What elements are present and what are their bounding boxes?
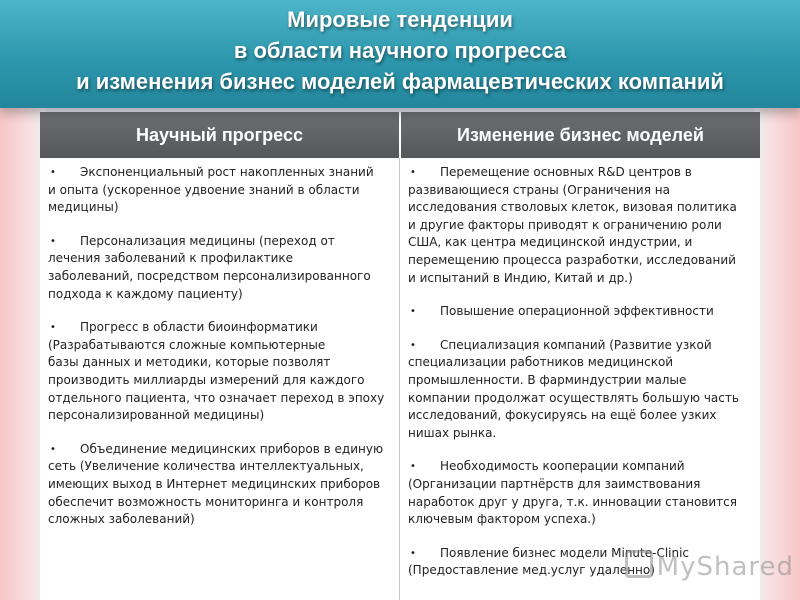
list-item — [48, 233, 388, 303]
business-models-list — [408, 164, 753, 596]
bullet-icon: • — [410, 461, 416, 473]
bullet-icon: • — [410, 547, 416, 559]
bullet-icon: • — [410, 339, 416, 351]
list-item-line: и испытаний в Индию, Китай и др.) — [408, 270, 633, 285]
list-item-line: базы данных и методики, которые позволят — [48, 355, 331, 370]
list-item-line: ключевым фактором успеха.) — [408, 512, 596, 527]
list-item-lead: Необходимость кооперации компаний — [440, 459, 685, 474]
column-divider — [399, 158, 400, 600]
list-item — [408, 164, 753, 287]
bullet-icon: • — [50, 167, 56, 178]
list-item-line: развивающиеся страны (Ограничения на — [408, 182, 670, 197]
list-item-line: сложных заболеваний) — [48, 512, 195, 527]
list-item-line: исследования стволовых клеток, визовая политика — [408, 200, 737, 215]
list-item-line: нишах рынка. — [408, 425, 497, 440]
list-item-lead: Персонализация медицины (переход от — [80, 233, 335, 248]
list-item-line: производить миллиарды измерений для каждого — [48, 372, 365, 387]
list-item-line: (Предоставление мед.услуг удаленно) — [408, 563, 655, 578]
list-item — [408, 337, 753, 443]
watermark-text: MyShared — [656, 552, 794, 582]
list-item-lead: Повышение операционной эффективности — [440, 304, 714, 319]
list-item-line: и опыта (ускоренное удвоение знаний в области — [48, 182, 360, 197]
list-item-lead: Экспоненциальный рост накопленных знаний — [80, 165, 374, 179]
list-item-lead: Специализация компаний (Развитие узкой — [440, 337, 712, 352]
slide-title-line-2: в области научного прогресса — [233, 38, 567, 63]
list-item-line: перемещению процесса разработки, исследований — [408, 252, 736, 267]
list-item-line: наработок друг у друга, т.к. инновации становится — [408, 494, 737, 509]
bullet-icon: • — [50, 322, 56, 334]
list-item — [48, 319, 388, 425]
list-item-lead: Прогресс в области биоинформатики — [80, 320, 318, 335]
list-item-line: компании продолжат осуществлять большую часть — [408, 390, 739, 405]
list-item-line: обеспечит возможность мониторинга и контроля — [48, 494, 364, 509]
list-item-line: имеющих выход в Интернет медицинских приборов — [48, 476, 381, 491]
list-item-line: отдельного пациента, что означает переход в эпоху — [48, 390, 385, 405]
bullet-icon: • — [410, 306, 416, 318]
list-item-line: медицины) — [48, 200, 119, 215]
list-item-line: (Разрабатываются сложные компьютерные — [48, 337, 326, 352]
list-item-line: специализации работников медицинской — [408, 355, 674, 370]
list-item-line: США, как центра медицинской индустрии, и — [408, 235, 693, 250]
slide-title-banner — [0, 0, 800, 108]
bullet-icon: • — [50, 443, 56, 455]
column-header-scientific-progress: Научный прогресс — [40, 112, 399, 158]
list-item-lead: Появление бизнес модели Minute-Clinic — [440, 545, 690, 560]
scientific-progress-list — [48, 164, 388, 545]
list-item — [408, 303, 753, 321]
list-item — [48, 441, 388, 529]
list-item — [408, 458, 753, 528]
column-header-business-models: Изменение бизнес моделей — [401, 112, 760, 158]
list-item-line: подхода к каждому пациенту) — [48, 286, 243, 301]
list-item-line: промышленности. В фарминдустрии малые — [408, 372, 687, 387]
comparison-table — [40, 112, 760, 600]
list-item-lead: Перемещение основных R&D центров в — [440, 165, 692, 179]
list-item-line: исследований, фокусируясь на ещё более узких — [408, 408, 717, 423]
list-item — [48, 164, 388, 217]
list-item-lead: Объединение медицинских приборов в единую — [80, 441, 384, 456]
list-item-line: (Организации партнёрств для заимствования — [408, 476, 701, 491]
list-item-line: и другие факторы приводят к ограничению роли — [408, 217, 722, 232]
list-item-line: заболеваний, посредством персонализированного — [48, 268, 371, 283]
slide-title-line-1: Мировые тенденции — [287, 7, 513, 32]
watermark-logo-icon — [625, 550, 653, 578]
list-item-line: сеть (Увеличение количества интеллектуальных, — [48, 459, 364, 474]
list-item-line: лечения заболеваний к профилактике — [48, 251, 294, 266]
list-item-line: персонализированной медицины) — [48, 408, 265, 423]
myshared-watermark — [625, 550, 794, 582]
bullet-icon: • — [410, 167, 416, 178]
bullet-icon: • — [50, 235, 56, 247]
slide-title-line-3: и изменения бизнес моделей фармацевтических компаний — [76, 69, 724, 94]
